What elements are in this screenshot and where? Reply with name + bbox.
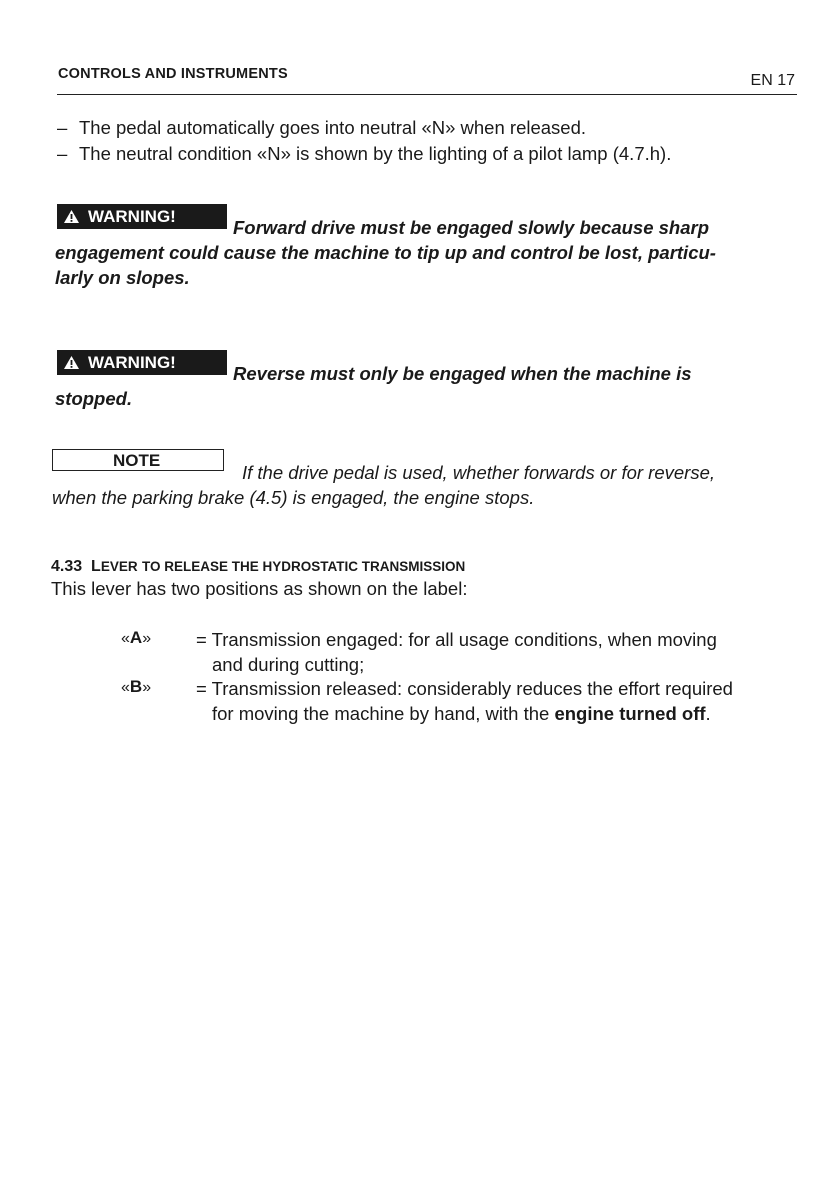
bullet-item <box>57 143 671 165</box>
position-description <box>196 627 796 677</box>
section-title: CONTROLS AND INSTRUMENTS <box>58 66 288 82</box>
warning-line: Reverse must only be engaged when the machine is <box>233 363 692 384</box>
warning-badge-label: WARNING! <box>88 352 176 372</box>
section-title-rest: TO RELEASE THE HYDROSTATIC TRANSMISSION <box>142 559 466 574</box>
section-intro: This lever has two positions as shown on the label: <box>51 578 468 599</box>
position-key: «B» <box>121 677 152 696</box>
warning-line: engagement could cause the machine to tip up and control be lost, particu- <box>55 242 716 263</box>
position-line-end: . <box>705 703 711 724</box>
warning-line: stopped. <box>55 388 133 409</box>
note-label: NOTE <box>113 451 161 470</box>
warning-line: larly on slopes. <box>55 267 190 288</box>
dash-marker: – <box>57 117 68 138</box>
warning-badge-label: WARNING! <box>88 206 176 226</box>
position-line-bold: engine turned off <box>554 703 706 724</box>
section-title-first-word: EVER <box>100 559 138 574</box>
page-number: EN 17 <box>750 72 795 89</box>
bullet-text: The neutral condition «N» is shown by the lighting of a pilot lamp (4.7.h). <box>79 143 672 164</box>
position-line: and during cutting; <box>212 654 365 675</box>
section-number: 4.33 <box>51 558 83 575</box>
position-letter: A <box>129 628 143 647</box>
bullet-text: The pedal automatically goes into neutral «N» when released. <box>79 117 587 138</box>
note-line: If the drive pedal is used, whether forwards or for reverse, <box>242 462 715 483</box>
position-line-plain: for moving the machine by hand, with the <box>212 703 555 724</box>
dash-marker: – <box>57 143 68 164</box>
warning-text <box>55 361 795 411</box>
warning-line: Forward drive must be engaged slowly because sharp <box>233 217 710 238</box>
position-line: = Transmission released: considerably reduces the effort required <box>196 678 733 699</box>
position-letter: B <box>129 677 143 696</box>
note-text <box>52 460 792 510</box>
position-key: «A» <box>121 628 152 647</box>
section-heading <box>51 558 465 576</box>
position-line: = Transmission engaged: for all usage conditions, when moving <box>196 629 717 650</box>
position-line <box>196 701 796 726</box>
bullet-item <box>57 117 586 139</box>
warning-text <box>55 215 795 290</box>
page-header <box>57 64 797 95</box>
note-line: when the parking brake (4.5) is engaged, the engine stops. <box>52 487 535 508</box>
position-description <box>196 676 796 726</box>
section-title-initial: L <box>91 558 101 575</box>
